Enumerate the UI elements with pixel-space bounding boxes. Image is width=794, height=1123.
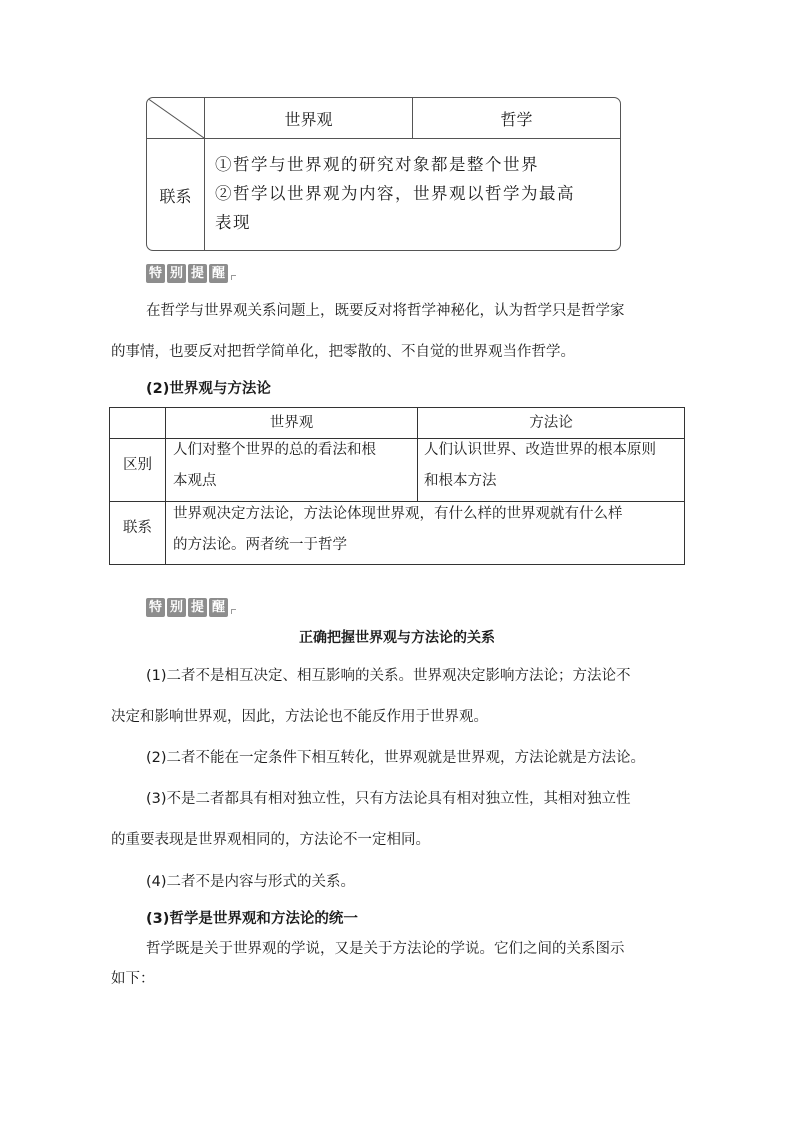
point-line: (4)二者不是内容与形式的关系。 bbox=[146, 874, 356, 890]
point-line: (1)二者不是相互决定、相互影响的关系。世界观决定影响方法论；方法论不 bbox=[146, 668, 631, 684]
table-header-row bbox=[147, 98, 620, 139]
philosophy-worldview-table bbox=[146, 97, 621, 251]
point-line: 的重要表现是世界观相同的，方法论不一定相同。 bbox=[111, 832, 430, 848]
point-line: (3)不是二者都具有相对独立性，只有方法论具有相对独立性，其相对独立性 bbox=[146, 791, 631, 807]
badge-tail-mark bbox=[231, 609, 236, 614]
worldview-definition: 人们对整个世界的总的看法和根 bbox=[173, 442, 376, 458]
methodology-definition: 人们认识世界、改造世界的根本原则 bbox=[424, 442, 656, 458]
paragraph-line: 哲学既是关于世界观的学说，又是关于方法论的学说。它们之间的关系图示 bbox=[146, 941, 625, 957]
connection-text: 世界观决定方法论，方法论体现世界观，有什么样的世界观就有什么样 bbox=[173, 506, 623, 522]
header-worldview: 世界观 bbox=[269, 415, 314, 431]
badge-char: 别 bbox=[167, 598, 186, 617]
worldview-definition: 本观点 bbox=[173, 473, 217, 489]
badge-char: 提 bbox=[188, 598, 207, 617]
point-line: 决定和影响世界观，因此，方法论也不能反作用于世界观。 bbox=[111, 709, 488, 725]
header-worldview: 世界观 bbox=[205, 98, 413, 138]
badge-tail-mark bbox=[231, 275, 236, 280]
worldview-methodology-table bbox=[109, 407, 685, 565]
badge-char: 提 bbox=[188, 264, 207, 283]
reminder-title: 正确把握世界观与方法论的关系 bbox=[299, 630, 495, 646]
header-methodology: 方法论 bbox=[529, 415, 573, 431]
connection-content bbox=[215, 150, 615, 237]
diagonal-line bbox=[147, 98, 204, 138]
connection-line: 表现 bbox=[215, 213, 251, 232]
connection-line: ②哲学以世界观为内容，世界观以哲学为最高 bbox=[215, 184, 575, 203]
paragraph-line: 在哲学与世界观关系问题上，既要反对将哲学神秘化，认为哲学只是哲学家 bbox=[146, 303, 625, 319]
badge-char: 特 bbox=[146, 598, 165, 617]
row-label-connection: 联系 bbox=[147, 139, 205, 251]
row-label-difference: 区别 bbox=[123, 457, 152, 473]
connection-line: ①哲学与世界观的研究对象都是整个世界 bbox=[215, 155, 539, 174]
special-reminder-badge bbox=[146, 262, 236, 284]
badge-char: 醒 bbox=[209, 264, 228, 283]
section-heading: (2)世界观与方法论 bbox=[146, 381, 271, 397]
badge-char: 别 bbox=[167, 264, 186, 283]
paragraph-line: 的事情，也要反对把哲学简单化，把零散的、不自觉的世界观当作哲学。 bbox=[111, 344, 575, 360]
header-philosophy: 哲学 bbox=[500, 109, 533, 129]
paragraph-line: 如下： bbox=[111, 971, 155, 987]
special-reminder-badge bbox=[146, 596, 236, 618]
badge-char: 醒 bbox=[209, 598, 228, 617]
point-line: (2)二者不能在一定条件下相互转化，世界观就是世界观，方法论就是方法论。 bbox=[146, 750, 646, 766]
connection-text: 的方法论。两者统一于哲学 bbox=[173, 537, 347, 553]
diagonal-header-cell bbox=[147, 98, 205, 138]
section-heading: (3)哲学是世界观和方法论的统一 bbox=[146, 911, 358, 927]
methodology-definition: 和根本方法 bbox=[424, 473, 497, 489]
row-label-connection: 联系 bbox=[123, 520, 152, 536]
badge-char: 特 bbox=[146, 264, 165, 283]
